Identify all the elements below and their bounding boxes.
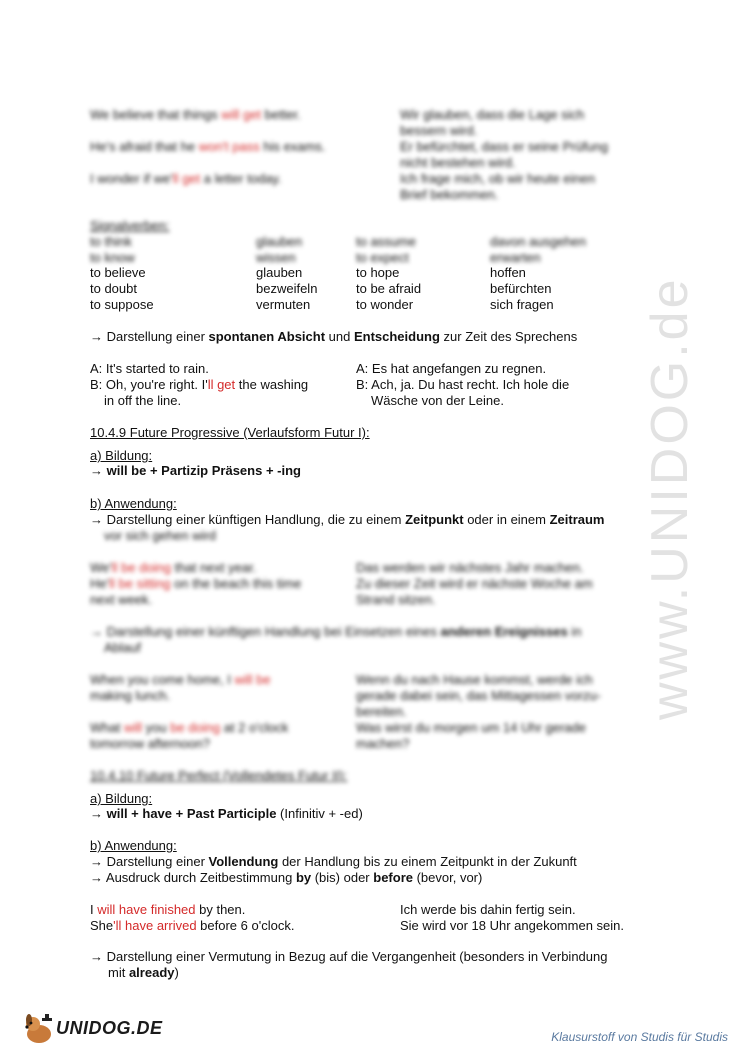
dialog-b-de-line2: Wäsche von der Leine. [371,393,504,408]
other-event-line2: Ablauf [104,640,141,655]
verb-cell: hoffen [490,265,526,280]
arrow-icon: → [90,463,103,478]
example-de: machen? [356,736,410,751]
verb-cell: erwarten [490,250,541,265]
example-de: Ich frage mich, ob wir heute einen [400,171,596,186]
example-en: What will you be doing at 2 o'clock [90,720,289,735]
footer-tagline: Klausurstoff von Studis für Studis [551,1030,728,1044]
verb-cell: vermuten [256,297,311,312]
dialog-a-en: A: It's started to rain. [90,361,209,376]
arrow-icon: → [90,512,103,527]
arrow-icon: → [90,870,103,885]
example-de: Wenn du nach Hause kommst, werde ich [356,672,593,687]
verb-cell: davon ausgehen [490,234,587,249]
example-en-line2: tomorrow afternoon? [90,736,210,751]
anwendung-label: b) Anwendung: [90,838,177,853]
verb-cell: glauben [256,265,303,280]
example-de: gerade dabei sein, das Mittagessen vorzu- [356,688,601,703]
verb-cell: wissen [256,250,296,265]
verb-cell: bezweifeln [256,281,318,296]
anwendung-line: → Darstellung einer Vollendung der Handlung bis zu einem Zeitpunkt in der Zukunft [90,854,577,869]
dialog-b-en-line2: in off the line. [104,393,182,408]
bildung-rule: → will + have + Past Participle (Infinitiv + -ed) [90,806,363,821]
bildung-label: a) Bildung: [90,448,153,463]
verb-cell: to think [90,234,132,249]
example-en: She'll have arrived before 6 o'clock. [90,918,295,933]
example-de: Brief bekommen. [400,187,499,202]
arrow-icon: → [90,624,103,639]
anwendung-line: → Ausdruck durch Zeitbestimmung by (bis) oder before (bevor, vor) [90,870,483,885]
example-de: Sie wird vor 18 Uhr angekommen sein. [400,918,624,933]
example-de: Was wirst du morgen um 14 Uhr gerade [356,720,587,735]
example-en: He's afraid that he won't pass his exams. [90,139,326,154]
verb-cell: to know [90,250,135,265]
dialog-b-de: B: Ach, ja. Du hast recht. Ich hole die [356,377,570,392]
example-en: We'll be doing that next year. [90,560,257,575]
verb-cell: sich fragen [490,297,554,312]
vermutung-line: → Darstellung einer Vermutung in Bezug auf die Vergangenheit (besonders in Verbindung [90,949,608,964]
dialog-b-en: B: Oh, you're right. I'll get the washing [90,377,309,392]
verb-cell: to expect [356,250,409,265]
dialog-a-de: A: Es hat angefangen zu regnen. [356,361,547,376]
verb-cell: glauben [256,234,303,249]
example-en-line2: making lunch. [90,688,171,703]
example-de: bessern wird. [400,123,478,138]
anwendung-label: b) Anwendung: [90,496,177,511]
bildung-label: a) Bildung: [90,791,153,806]
section-title: 10.4.10 Future Perfect (Vollendetes Futur II): [90,768,348,783]
example-en: We believe that things will get better. [90,107,301,122]
example-en: I wonder if we'll get a letter today. [90,171,282,186]
verb-cell: to hope [356,265,400,280]
arrow-icon: → [90,949,103,964]
verb-cell: to doubt [90,281,137,296]
verb-cell: to wonder [356,297,414,312]
example-en: He'll be sitting on the beach this time [90,576,302,591]
example-de: Strand sitzen. [356,592,436,607]
section-title: 10.4.9 Future Progressive (Verlaufsform Futur I): [90,425,370,440]
vermutung-line2: mit already) [108,965,179,980]
dog-icon [22,1012,56,1046]
unidog-logo[interactable] [22,1012,172,1046]
spontan-line: → Darstellung einer spontanen Absicht und Entscheidung zur Zeit des Sprechens [90,329,578,344]
example-de: Er befürchtet, dass er seine Prüfung [400,139,609,154]
example-de: Das werden wir nächstes Jahr machen. [356,560,584,575]
logo-text: UNIDOG.DE [56,1018,163,1038]
other-event-line: → Darstellung einer künftigen Handlung bei Einsetzen eines anderen Ereignisses in [90,624,582,639]
verb-cell: to suppose [90,297,154,312]
arrow-icon: → [90,854,103,869]
arrow-icon: → [90,329,103,344]
example-de: Zu dieser Zeit wird er nächste Woche am [356,576,593,591]
bildung-rule: → will be + Partizip Präsens + -ing [90,463,301,478]
example-en: I will have finished by then. [90,902,246,917]
example-en-line2: next week. [90,592,153,607]
watermark: www.UNIDOG.de [641,276,699,720]
example-de: Ich werde bis dahin fertig sein. [400,902,576,917]
signalverben-heading: Signalverben: [90,218,170,233]
verb-cell: to assume [356,234,416,249]
anwendung-line2: vor sich gehen wird [104,528,216,543]
verb-cell: to believe [90,265,146,280]
arrow-icon: → [90,806,103,821]
example-de: bereiten. [356,704,407,719]
example-en: When you come home, I will be [90,672,271,687]
verb-cell: to be afraid [356,281,422,296]
verb-cell: befürchten [490,281,552,296]
example-de: Wir glauben, dass die Lage sich [400,107,585,122]
example-de: nicht bestehen wird. [400,155,516,170]
anwendung-line: → Darstellung einer künftigen Handlung, die zu einem Zeitpunkt oder in einem Zeitraum [90,512,605,527]
